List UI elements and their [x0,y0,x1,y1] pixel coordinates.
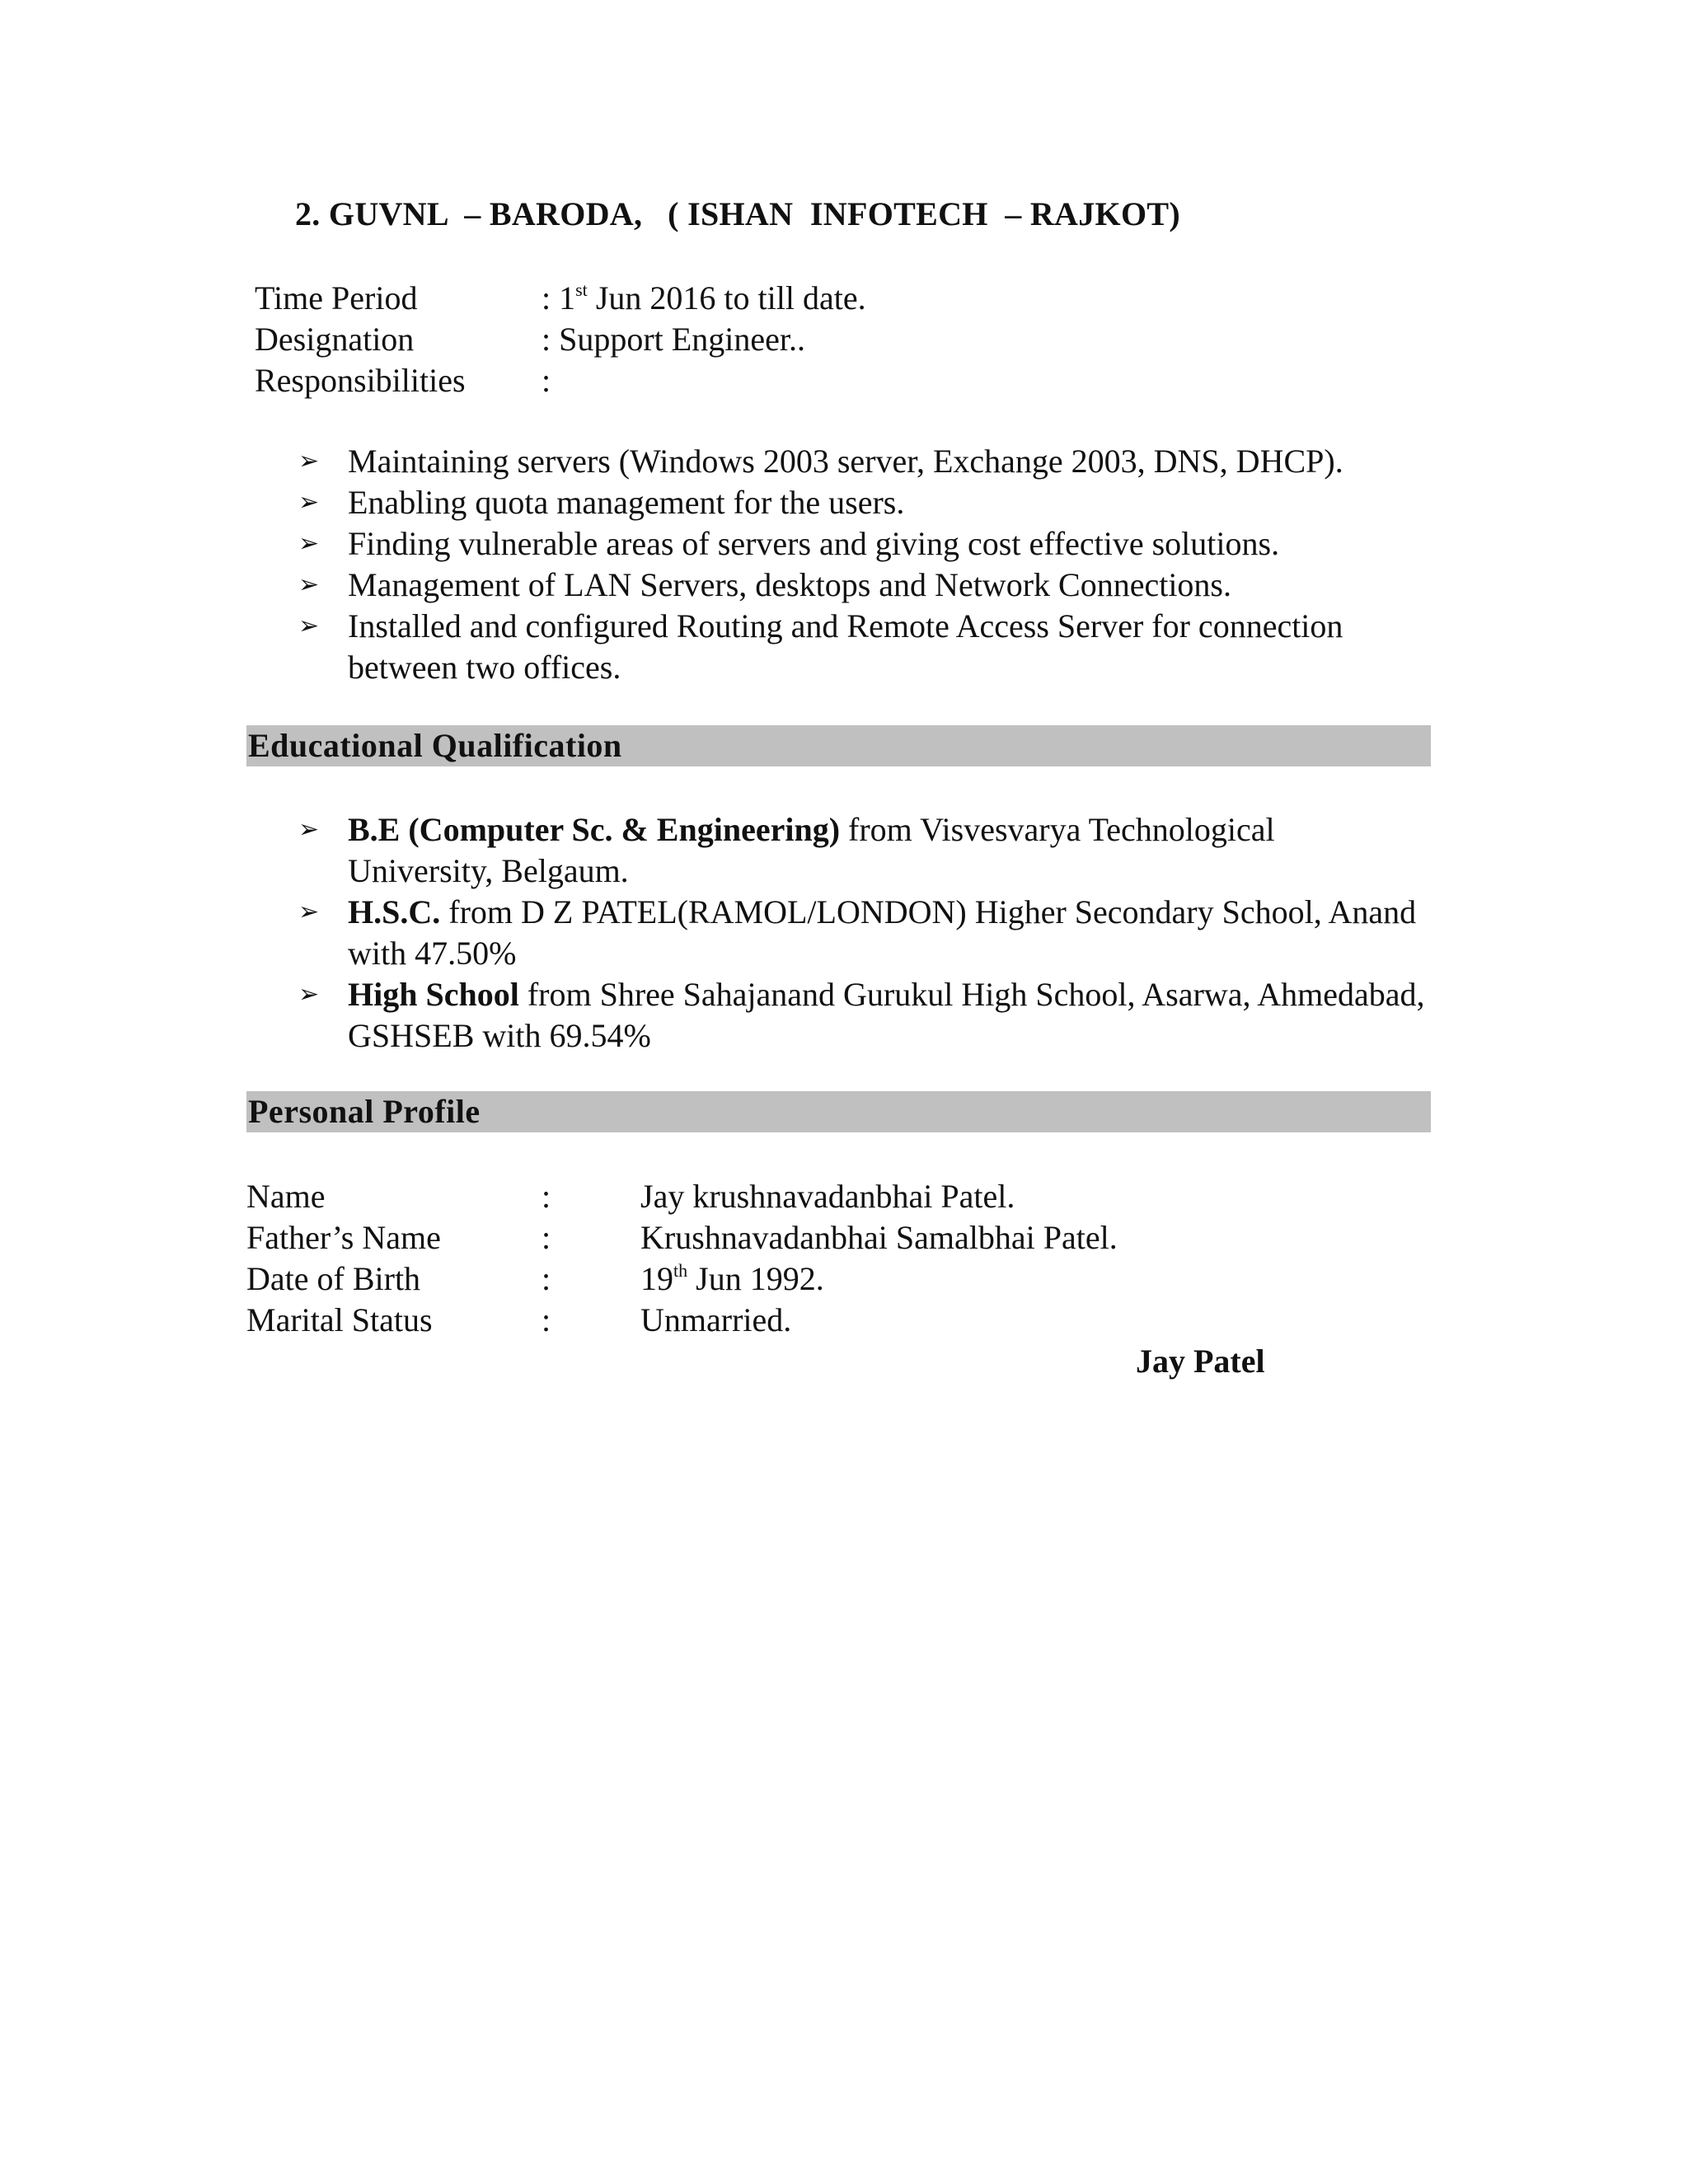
father-name-label: Father’s Name [246,1219,441,1256]
dob-rest: Jun 1992. [687,1260,824,1297]
time-period-label: Time Period [255,279,418,316]
father-name-value: Krushnavadanbhai Samalbhai Patel. [640,1219,1118,1256]
time-period-rest: Jun 2016 to till date. [587,279,866,316]
marital-status-label: Marital Status [246,1301,433,1338]
name-sep: : [542,1178,551,1215]
list-item [298,974,1428,1057]
responsibilities-label: Responsibilities [255,362,466,399]
marital-status-sep: : [542,1301,551,1338]
list-item: ➢ Maintaining servers (Windows 2003 server, Exchange 2003, DNS, DHCP). [298,441,1428,482]
dob-day: 19 [640,1260,673,1297]
responsibilities-list [298,441,1428,688]
degree-detail: from D Z PATEL(RAMOL/LONDON) Higher Secondary School, Anand with 47.50% [348,893,1417,972]
education-heading: Educational Qualification [248,727,622,764]
designation-label: Designation [255,321,415,358]
list-item: ➢ Finding vulnerable areas of servers and giving cost effective solutions. [298,523,1428,565]
degree-name: B.E (Computer Sc. & Engineering) [348,811,841,848]
personal-section-header [246,1091,1431,1132]
arrow-bullet-icon: ➢ [298,815,320,844]
education-list [298,809,1428,1057]
arrow-bullet-icon: ➢ [298,570,320,599]
arrow-bullet-icon: ➢ [298,898,320,926]
arrow-bullet-icon: ➢ [298,612,320,640]
degree-name: H.S.C. [348,893,441,930]
arrow-bullet-icon: ➢ [298,529,320,558]
list-item [298,809,1428,892]
degree-detail: from Visvesvarya Technological University, Belgaum. [348,811,1275,889]
dob-value [640,1259,824,1298]
time-period-sep: : [542,279,551,316]
job-title: 2. GUVNL – BARODA, ( ISHAN INFOTECH – RAJKOT) [295,195,1180,232]
arrow-bullet-icon: ➢ [298,980,320,1009]
degree-detail: from Shree Sahajanand Gurukul High School, Asarwa, Ahmedabad, GSHSEB with 69.54% [348,976,1425,1054]
name-label: Name [246,1178,326,1215]
arrow-bullet-icon: ➢ [298,488,320,517]
dob-sep: : [542,1260,551,1297]
degree-name: High School [348,976,519,1013]
time-period-sup: st [575,279,588,300]
time-period-day: 1 [559,279,576,316]
signature-name: Jay Patel [1136,1343,1265,1380]
time-period-value [542,279,866,317]
list-item: ➢ Enabling quota management for the users. [298,482,1428,523]
marital-status-value: Unmarried. [640,1301,792,1338]
dob-label: Date of Birth [246,1260,421,1297]
name-value: Jay krushnavadanbhai Patel. [640,1178,1015,1215]
education-section-header [246,725,1431,766]
responsibilities-sep: : [542,362,551,399]
arrow-bullet-icon: ➢ [298,447,320,476]
personal-heading: Personal Profile [248,1093,481,1130]
designation-value: : Support Engineer.. [542,321,805,358]
father-name-sep: : [542,1219,551,1256]
dob-sup: th [673,1260,688,1281]
list-item [298,892,1428,974]
list-item: ➢ Installed and configured Routing and Remote Access Server for connection between two offices. [298,607,1343,686]
list-item: ➢ Management of LAN Servers, desktops and Network Connections. [298,565,1428,606]
